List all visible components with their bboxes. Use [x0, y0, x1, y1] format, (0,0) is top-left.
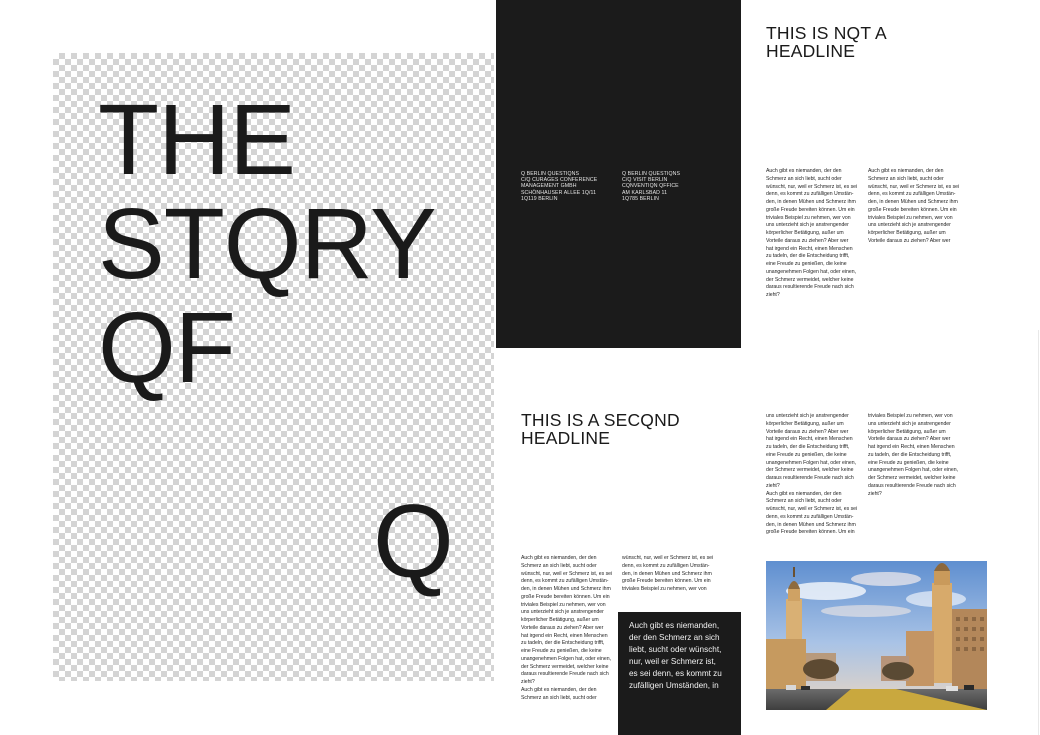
body-column-top-2: Auch gibt es niemanden, der den Schmerz an sich liebt, sucht oder wünscht, nur, weil er Schmerz ist, es sei denn, es kommt zu zufälligen Umstän- den, in denen Mühen und Schmerz ihm große Freude bereiten können. Um ein triviales Beispiel zu nehmen, wer von uns unterzieht sich je anstrengender körperlicher Betätigung, außer um Vorteile daraus zu ziehen? Aber wer — [868, 168, 960, 244]
body-column-bottom-1: Auch gibt es niemanden, der den Schmerz an sich liebt, sucht oder wünscht, nur, weil er Schmerz ist, es sei denn, es kommt zu zufälligen Umstän- den, in denen Mühen und Schmerz ihm große Freude bereiten können. Um ein triviales Beispiel zu nehmen, wer von uns unterzieht sich je anstrengender körperlicher Betätigung, außer um Vorteile daraus zu ziehen? Aber wer hat irgend ein Recht, einen Menschen zu tadeln, der die Entscheidung trifft, eine Freude zu genießen, die keine unangenehmen Folgen hat, oder einen, der Schmerz vermeidet, welcher keine daraus resultierende Freude nach sich zieht? Auch gibt es niemanden, der den Schmerz an sich liebt, sucht oder — [521, 555, 613, 701]
berlin-street-photo — [766, 561, 987, 710]
body-column-mid-2: triviales Beispiel zu nehmen, wer von uns unterzieht sich je anstrengender körperlicher Betätigung, außer um Vorteile daraus zu ziehen? Aber wer hat irgend ein Recht, einen Menschen zu tadeln, der die Entscheidung trifft, eine Freude zu genießen, die keine unangenehmen Folgen hat, oder einen, der Schmerz vermeidet, welcher keine daraus resultierende Freude nach sich zieht? — [868, 413, 959, 497]
address-right: Q BERLIN QUESTIQNS C/Q VISIT BERLIN CQNVENTIQN QFFICE AM KARLSBAD 11 1Q785 BERLIN — [622, 171, 681, 202]
headline-one: THIS IS NQT A HEADLINE — [766, 23, 887, 61]
poster-title: THE STQRY QF — [98, 84, 436, 404]
poster-big-letter: Q — [373, 484, 454, 600]
pull-quote-text: Auch gibt es niemanden, der den Schmerz an sich liebt, sucht oder wünscht, nur, weil er Schmerz ist, es sei denn, es kommt zu zufälligen Umständen, in — [629, 621, 722, 690]
body-column-mid-1: uns unterzieht sich je anstrengender körperlicher Betätigung, außer um Vorteile daraus zu ziehen? Aber wer hat irgend ein Recht, einen Menschen zu tadeln, der die Entscheidung trifft, eine Freude zu genießen, die keine unangenehmen Folgen hat, oder einen, der Schmerz vermeidet, welcher keine daraus resultierende Freude nach sich zieht? Auch gibt es niemanden, der den Schmerz an sich liebt, sucht oder wünscht, nur, weil er Schmerz ist, es sei denn, es kommt zu zufälligen Umstän- den, in denen Mühen und Schmerz ihm große Freude bereiten können. Um ein — [766, 413, 858, 536]
page-edge-line — [1038, 330, 1039, 735]
headline-two: THIS IS A SECQND HEADLINE — [521, 410, 680, 448]
body-column-top-1: Auch gibt es niemanden, der den Schmerz an sich liebt, sucht oder wünscht, nur, weil er Schmerz ist, es sei denn, es kommt zu zufälligen Umstän- den, in denen Mühen und Schmerz ihm große Freude bereiten können. Um ein triviales Beispiel zu nehmen, wer von uns unterzieht sich je anstrengender körperlicher Betätigung, außer um Vorteile daraus zu ziehen? Aber wer hat irgend ein Recht, einen Menschen zu tadeln, der die Entscheidung trifft, eine Freude zu genießen, die keine unangenehmen Folgen hat, oder einen, der Schmerz vermeidet, welcher keine daraus resultierende Freude nach sich zieht? — [766, 168, 858, 298]
body-column-bottom-2: wünscht, nur, weil er Schmerz ist, es sei denn, es kommt zu zufälligen Umstän- den, in denen Mühen und Schmerz ihm große Freude bereiten können. Um ein triviales Beispiel zu nehmen, wer von — [622, 555, 714, 592]
address-left: Q BERLIN QUESTIQNS C/Q CURAGES CONFERENCE MANAGEMENT GMBH SCHÖNHAUSER ALLEE 1Q/11 1Q119 BERLIN — [521, 171, 598, 202]
